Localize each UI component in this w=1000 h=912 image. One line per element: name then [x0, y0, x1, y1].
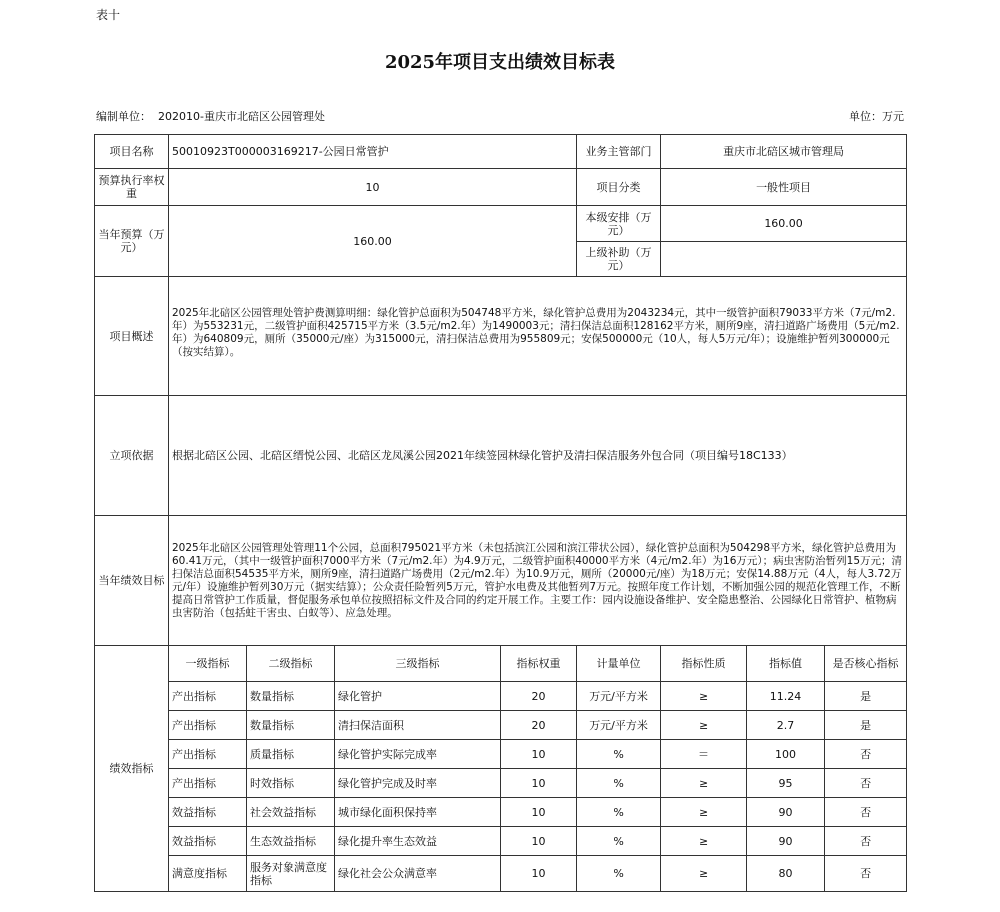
- unit-cell: 万元/平方米: [577, 682, 661, 711]
- unit-cell: %: [577, 798, 661, 827]
- org-label: 编制单位：: [96, 110, 151, 123]
- category-value: 一般性项目: [661, 169, 907, 206]
- level1-cell: 效益指标: [169, 798, 247, 827]
- level2-cell: 质量指标: [247, 740, 335, 769]
- performance-target-table: [94, 134, 907, 892]
- level3-cell: 绿化管护: [335, 682, 501, 711]
- weight-label: 预算执行率权重: [95, 169, 169, 206]
- local-label: 本级安排（万元）: [577, 206, 661, 242]
- weight-cell: 10: [501, 769, 577, 798]
- table-row: [95, 769, 907, 798]
- row-basis: [95, 396, 907, 516]
- header-level2: 二级指标: [247, 646, 335, 682]
- row-budget: [95, 206, 907, 242]
- unit-cell: %: [577, 856, 661, 892]
- header-weight: 指标权重: [501, 646, 577, 682]
- header-level3: 三级指标: [335, 646, 501, 682]
- unit-cell: %: [577, 827, 661, 856]
- level3-cell: 绿化社会公众满意率: [335, 856, 501, 892]
- header-unit: 计量单位: [577, 646, 661, 682]
- table-row: [95, 711, 907, 740]
- header-level1: 一级指标: [169, 646, 247, 682]
- weight-cell: 20: [501, 711, 577, 740]
- upper-label: 上级补助（万元）: [577, 242, 661, 277]
- budget-label: 当年预算（万元）: [95, 206, 169, 277]
- value-cell: 95: [747, 769, 825, 798]
- unit-cell: 万元/平方米: [577, 711, 661, 740]
- header-value: 指标值: [747, 646, 825, 682]
- goal-text: 2025年北碚区公园管理处管理11个公园，总面积795021平方米（未包括滨江公园和滨江带状公园），绿化管护总面积为504298平方米，绿化管护总费用为60.41万元，（其中一级管护面积7000平方米（7元/m2.年）为4.9万元，二级管护面积40000平方米（4元/m2.年）为16万元）；病虫害防治暂列15万元；清扫保洁总面积54535平方米，厕所9座，清扫道路广场费用（2元/m2.年）为10.9万元，厕所（20000元/座）为18万元；安保14.88万元（4人，每人3.72万元/年）设施维护暂列30万元（据实结算）；公众责任险暂列5万元，管护水电费及其他暂列7万元。按照年度工作计划，不断加强公园的规范化管理工作，不断提高日常管护工作质量，督促服务承包单位按照招标文件及合同的约定开展工作。主要工作：园内设施设备维护、安全隐患整治、公园绿化日常管护、植物病虫害防治（包括蛀干害虫、白蚁等）、应急处理。: [169, 516, 907, 646]
- unit-cell: %: [577, 740, 661, 769]
- value-cell: 2.7: [747, 711, 825, 740]
- value-cell: 11.24: [747, 682, 825, 711]
- value-cell: 90: [747, 798, 825, 827]
- level3-cell: 城市绿化面积保持率: [335, 798, 501, 827]
- weight-cell: 10: [501, 798, 577, 827]
- header-nature: 指标性质: [661, 646, 747, 682]
- level1-cell: 效益指标: [169, 827, 247, 856]
- goal-label: 当年绩效目标: [95, 516, 169, 646]
- org-value: 202010-重庆市北碚区公园管理处: [158, 110, 325, 123]
- level3-cell: 绿化提升率生态效益: [335, 827, 501, 856]
- core-cell: 否: [825, 856, 907, 892]
- row-overview: [95, 277, 907, 396]
- category-label: 项目分类: [577, 169, 661, 206]
- level2-cell: 数量指标: [247, 711, 335, 740]
- row-goal: [95, 516, 907, 646]
- indicator-header-row: [95, 646, 907, 682]
- core-cell: 是: [825, 682, 907, 711]
- core-cell: 否: [825, 769, 907, 798]
- core-cell: 否: [825, 798, 907, 827]
- dept-label: 业务主管部门: [577, 135, 661, 169]
- header-core: 是否核心指标: [825, 646, 907, 682]
- overview-text: 2025年北碚区公园管理处管护费测算明细：绿化管护总面积为504748平方米，绿化管护总费用为2043234元，其中一级管护面积79033平方米（7元/m2.年）为553231元，二级管护面积425715平方米（3.5元/m2.年）为1490003元；清扫保洁总面积128162平方米，厕所9座，清扫道路广场费用（5元/m2.年）为640809元，厕所（35000元/座）为315000元，清扫保洁总费用为955809元；安保500000元（10人，每人5万元/年）；设施维护暂列300000元（按实结算）。: [169, 277, 907, 396]
- level3-cell: 绿化管护完成及时率: [335, 769, 501, 798]
- nature-cell: ≥: [661, 682, 747, 711]
- nature-cell: ＝: [661, 740, 747, 769]
- nature-cell: ≥: [661, 798, 747, 827]
- project-name-value: 50010923T000003169217-公园日常管护: [169, 135, 577, 169]
- row-weight: [95, 169, 907, 206]
- row-project-name: [95, 135, 907, 169]
- unit-label: 单位：万元: [849, 110, 904, 123]
- table-row: [95, 827, 907, 856]
- value-cell: 80: [747, 856, 825, 892]
- basis-text: 根据北碚区公园、北碚区缙悦公园、北碚区龙凤溪公园2021年续签园林绿化管护及清扫保洁服务外包合同（项目编号18C133）: [169, 396, 907, 516]
- weight-cell: 10: [501, 740, 577, 769]
- page-title: 2025年项目支出绩效目标表: [384, 52, 616, 73]
- unit-cell: %: [577, 769, 661, 798]
- level1-cell: 产出指标: [169, 682, 247, 711]
- nature-cell: ≥: [661, 769, 747, 798]
- table-number-label: 表十: [96, 8, 121, 22]
- level2-cell: 生态效益指标: [247, 827, 335, 856]
- level2-cell: 社会效益指标: [247, 798, 335, 827]
- level1-cell: 产出指标: [169, 740, 247, 769]
- weight-value: 10: [169, 169, 577, 206]
- upper-value: [661, 242, 907, 277]
- table-row: [95, 856, 907, 892]
- budget-value: 160.00: [169, 206, 577, 277]
- dept-value: 重庆市北碚区城市管理局: [661, 135, 907, 169]
- core-cell: 否: [825, 740, 907, 769]
- core-cell: 否: [825, 827, 907, 856]
- table-row: [95, 798, 907, 827]
- nature-cell: ≥: [661, 856, 747, 892]
- weight-cell: 20: [501, 682, 577, 711]
- org-info: [96, 108, 325, 124]
- local-value: 160.00: [661, 206, 907, 242]
- level2-cell: 服务对象满意度指标: [247, 856, 335, 892]
- value-cell: 90: [747, 827, 825, 856]
- nature-cell: ≥: [661, 711, 747, 740]
- level1-cell: 产出指标: [169, 711, 247, 740]
- weight-cell: 10: [501, 856, 577, 892]
- indicators-label: 绩效指标: [95, 646, 169, 892]
- basis-label: 立项依据: [95, 396, 169, 516]
- project-name-label: 项目名称: [95, 135, 169, 169]
- weight-cell: 10: [501, 827, 577, 856]
- value-cell: 100: [747, 740, 825, 769]
- level1-cell: 满意度指标: [169, 856, 247, 892]
- level3-cell: 清扫保洁面积: [335, 711, 501, 740]
- overview-label: 项目概述: [95, 277, 169, 396]
- level2-cell: 时效指标: [247, 769, 335, 798]
- table-row: [95, 740, 907, 769]
- level2-cell: 数量指标: [247, 682, 335, 711]
- core-cell: 是: [825, 711, 907, 740]
- level3-cell: 绿化管护实际完成率: [335, 740, 501, 769]
- level1-cell: 产出指标: [169, 769, 247, 798]
- table-row: [95, 682, 907, 711]
- nature-cell: ≥: [661, 827, 747, 856]
